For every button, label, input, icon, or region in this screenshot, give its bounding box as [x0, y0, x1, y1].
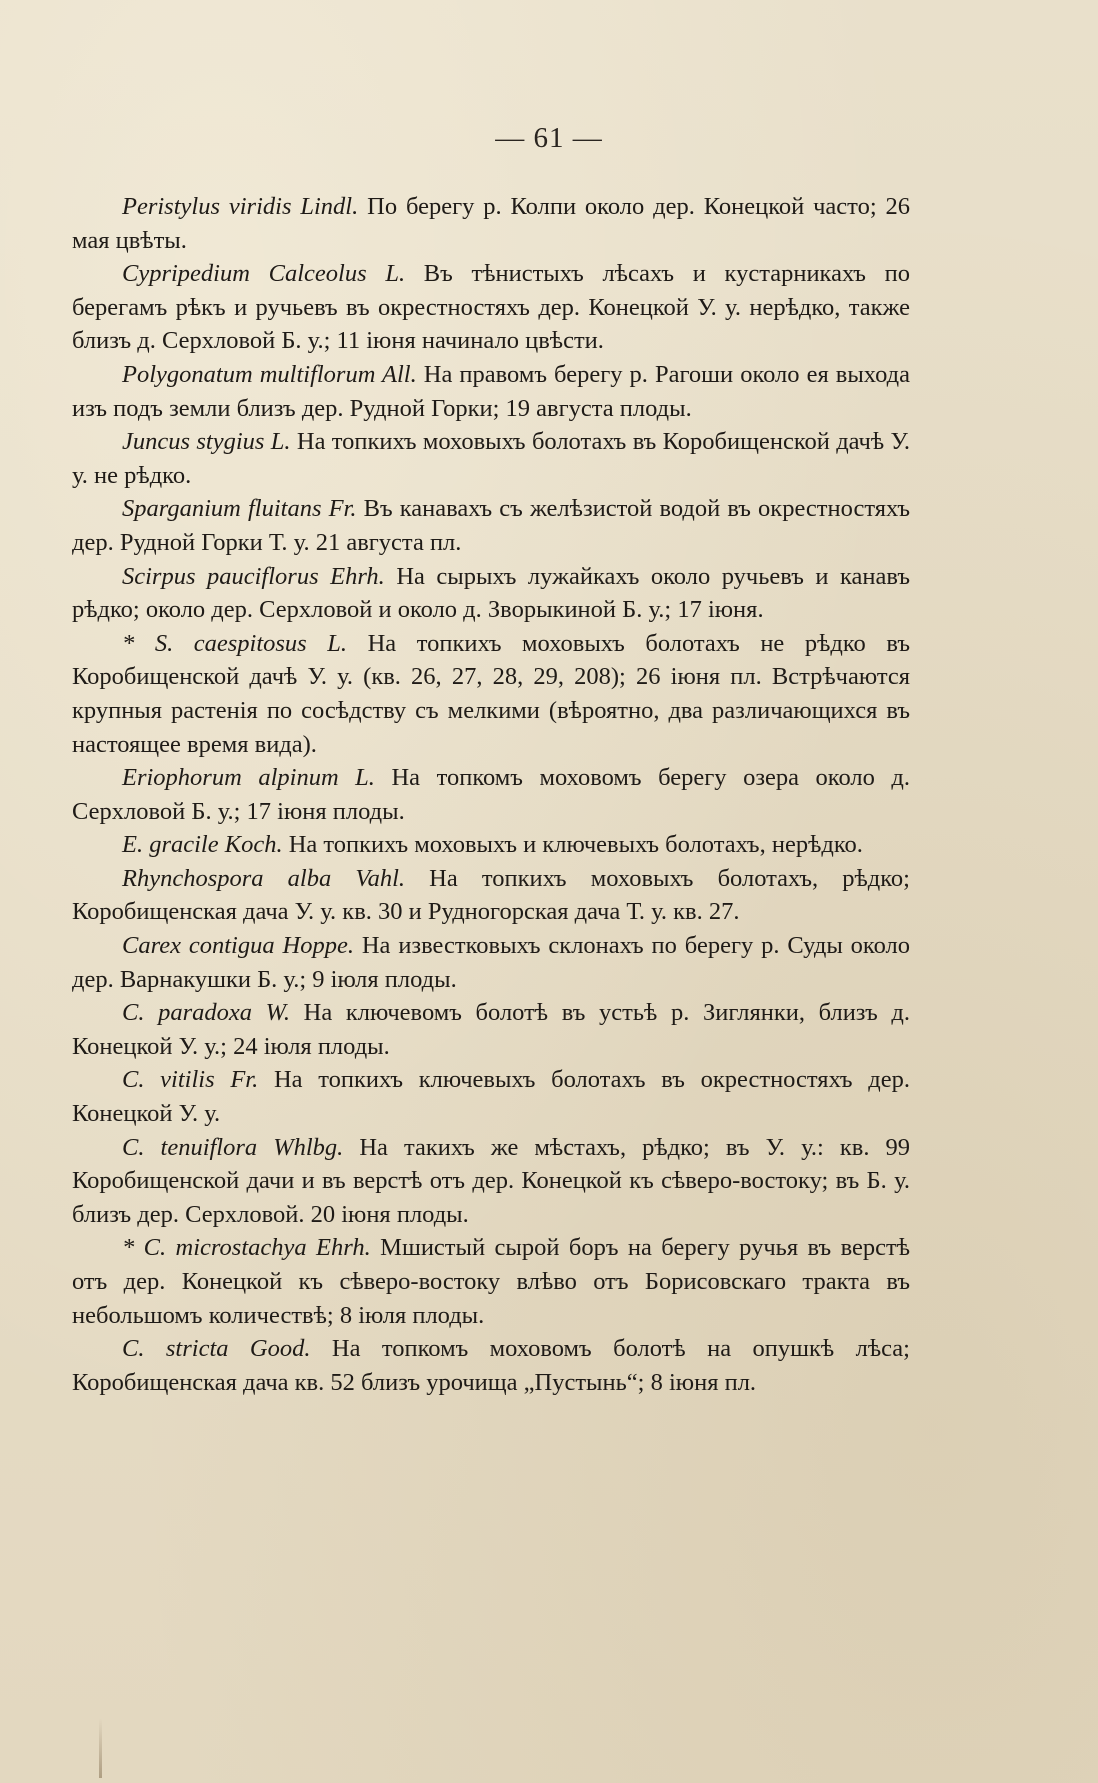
species-name: Peristylus viridis Lindl.: [122, 193, 359, 220]
entry-text: На известковыхъ склонахъ по берегу р. Суды около дер. Варнакушки Б. у.; 9 іюля плоды.: [72, 932, 910, 993]
species-entry: [72, 1063, 910, 1130]
species-name: * S. caespitosus L.: [122, 629, 348, 657]
entry-text: Мшистый сырой боръ на берегу ручья въ верстѣ отъ дер. Конецкой къ сѣверо-востоку влѣво отъ Борисовскаго тракта въ небольшомъ количествѣ; 8 іюля плоды.: [72, 1234, 911, 1329]
entry-text: На топкихъ моховыхъ болотахъ въ Коробищенской дачѣ У. у. не рѣдко.: [72, 428, 910, 489]
species-name: Cypripedium Calceolus L.: [122, 260, 406, 288]
entry-text: Въ канавахъ съ желѣзистой водой въ окрестностяхъ дер. Рудной Горки Т. у. 21 августа пл.: [72, 495, 910, 556]
species-entry: [72, 257, 910, 358]
entry-text: На топкихъ ключевыхъ болотахъ въ окрестностяхъ дер. Конецкой У. у.: [72, 1066, 910, 1128]
species-name: C. paradoxa W.: [122, 999, 290, 1027]
page-number: — 61 —: [495, 122, 603, 154]
species-entry: [72, 358, 910, 425]
page-edge-mark: [99, 1718, 102, 1778]
species-entry: [72, 996, 910, 1063]
species-entry: [72, 560, 910, 627]
species-name: Sparganium fluitans Fr.: [122, 495, 357, 523]
species-name: Rhynchospora alba Vahl.: [122, 864, 406, 892]
entry-text: На ключевомъ болотѣ въ устьѣ р. Зиглянки, близъ д. Конецкой У. у.; 24 іюля плоды.: [72, 999, 910, 1060]
species-name: C. tenuiflora Whlbg.: [122, 1133, 344, 1161]
species-name: C. vitilis Fr.: [122, 1066, 259, 1094]
entry-text: На сырыхъ лужайкахъ около ручьевъ и канавъ рѣдко; около дер. Серхловой и около д. Зворыкиной Б. у.; 17 іюня.: [72, 562, 910, 624]
entry-text: На правомъ берегу р. Рагоши около ея выхода изъ подъ земли близъ дер. Рудной Горки; 19 августа плоды.: [72, 360, 910, 422]
species-entry: [72, 929, 910, 996]
species-entry: [72, 1231, 910, 1332]
entry-text: На топкихъ моховыхъ болотахъ, рѣдко; Коробищенская дача У. у. кв. 30 и Рудногорская дача Т. у. кв. 27.: [72, 864, 910, 926]
entry-text: На топкомъ моховомъ болотѣ на опушкѣ лѣса; Коробищенская дача кв. 52 близъ урочища „Пустынь“; 8 іюня пл.: [72, 1335, 910, 1396]
entry-text: Въ тѣнистыхъ лѣсахъ и кустарникахъ по берегамъ рѣкъ и ручьевъ въ окрестностяхъ дер. Конецкой У. у. нерѣдко, также близъ д. Серхловой Б. у.; 11 іюня начинало цвѣсти.: [72, 260, 911, 355]
entry-text: На топкомъ моховомъ берегу озера около д. Серхловой Б. у.; 17 іюня плоды.: [72, 764, 911, 825]
species-entry: [72, 862, 910, 929]
species-entry: [72, 828, 910, 862]
entry-text: На такихъ же мѣстахъ, рѣдко; въ У. у.: кв. 99 Коробищенской дачи и въ верстѣ отъ дер. Конецкой къ сѣверо-востоку; въ Б. у. близъ дер. Серхловой. 20 іюня плоды.: [72, 1133, 910, 1228]
entry-text: По берегу р. Колпи около дер. Конецкой часто; 26 мая цвѣты.: [72, 193, 911, 254]
species-name: Carex contigua Hoppe.: [122, 932, 354, 960]
page-body: [72, 190, 910, 1399]
species-name: C. stricta Good.: [122, 1335, 311, 1363]
species-name: * C. microstachya Ehrh.: [122, 1234, 371, 1262]
species-name: Juncus stygius L.: [122, 428, 291, 456]
species-entry: [72, 492, 910, 559]
species-entry: [72, 425, 910, 492]
species-entry: [72, 1131, 910, 1232]
species-name: Scirpus pauciflorus Ehrh.: [122, 562, 385, 590]
species-entry: [72, 761, 910, 828]
species-entry: [72, 627, 910, 761]
entry-text: На топкихъ моховыхъ болотахъ не рѣдко въ Коробищенской дачѣ У. у. (кв. 26, 27, 28, 29, 208); 26 іюня пл. Встрѣчаются крупныя растенія по сосѣдству съ мелкими (вѣроятно, два различающихся въ настоящее время вида).: [72, 629, 910, 758]
species-entry: [72, 1332, 910, 1399]
entry-text: На топкихъ моховыхъ и ключевыхъ болотахъ, нерѣдко.: [282, 831, 863, 859]
species-name: Eriophorum alpinum L.: [122, 764, 375, 792]
species-entry: [72, 190, 910, 257]
species-name: Polygonatum multiflorum All.: [122, 360, 417, 388]
species-name: E. gracile Koch.: [122, 831, 283, 859]
